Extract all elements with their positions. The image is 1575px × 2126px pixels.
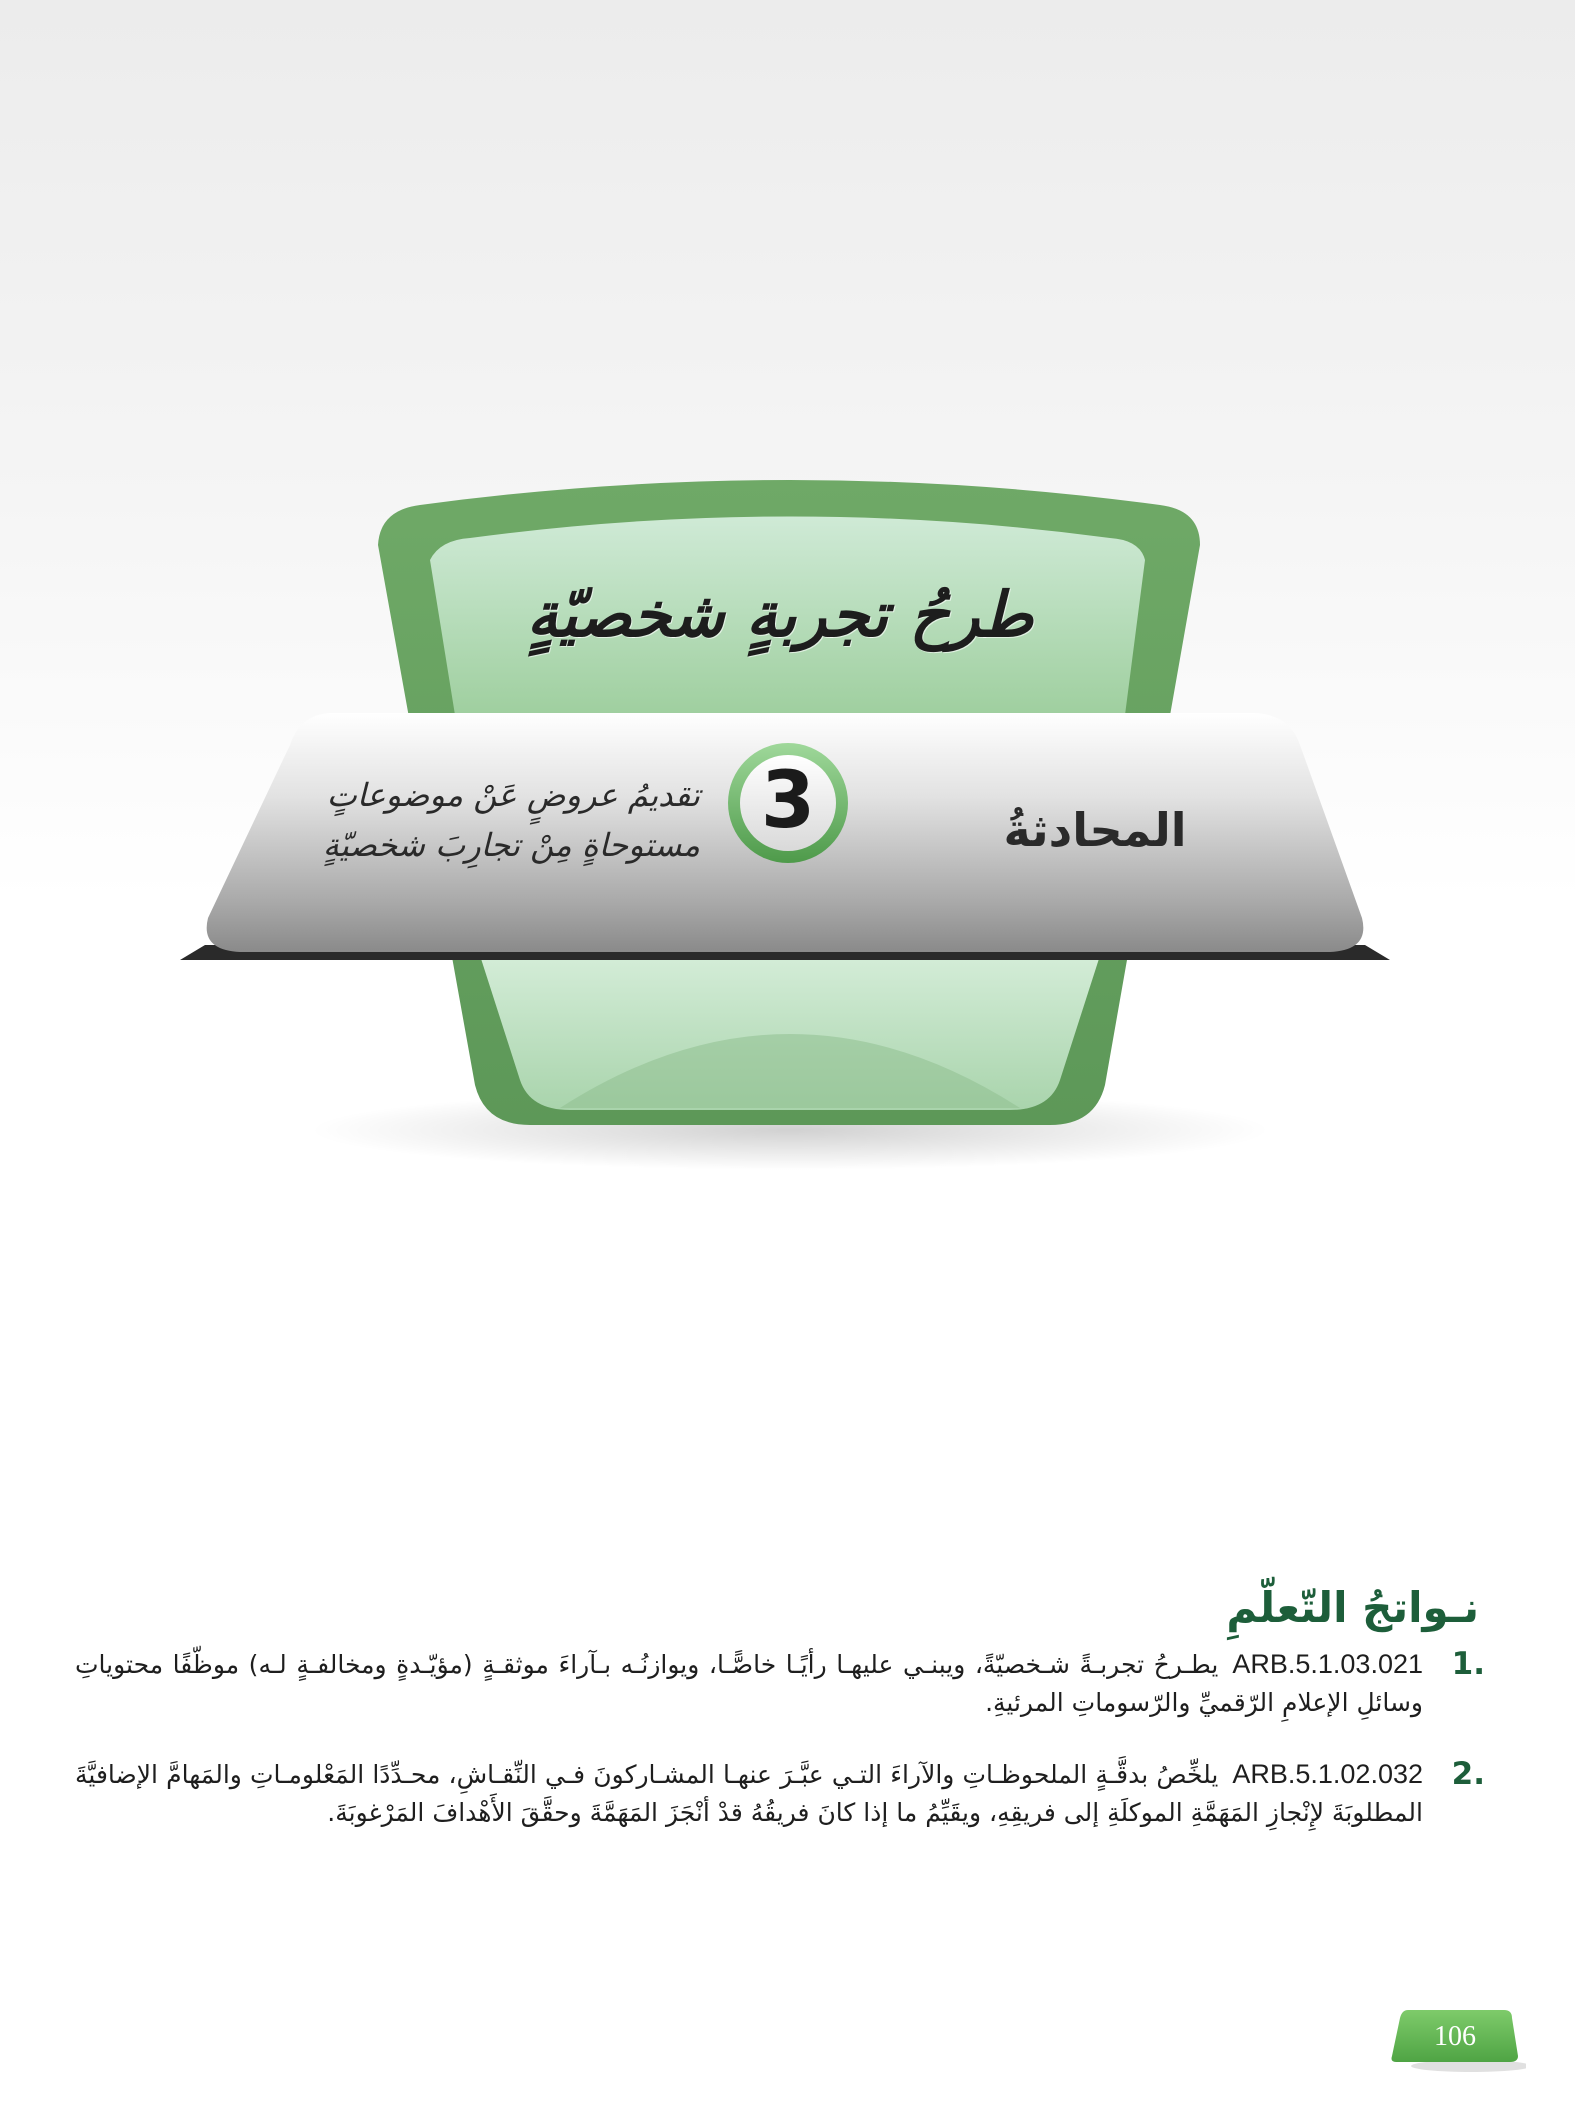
learning-outcome-item (75, 1755, 1485, 1832)
outcome-code: ARB.5.1.03.021 (1232, 1649, 1423, 1679)
outcome-text: يطـرحُ تجربـةً شـخصيّةً، ويبنـي عليهـا رأيًـا خاصًّـا، ويوازنُـه بـآراءَ موثقـةٍ (مؤيّـدةٍ ومخالفـةٍ لـه) موظّفًا محتوياتِ وسائلِ الإعلامِ الرّقميِّ والرّسوماتِ المرئيةِ. (75, 1650, 1423, 1717)
lesson-subtitle-line-2: مستوحاةٍ مِنْ تجارِبَ شخصيّةٍ (322, 826, 700, 864)
outcome-text: يلخِّصُ بدقَّـةٍ الملحوظـاتِ والآراءَ التـي عبَّـرَ عنهـا المشـاركونَ فـي النِّقـاشِ، محـدِّدًا المَعْلومـاتِ والمَهامَّ الإضافيَّةَ المطلوبَةَ لإِنْجازِ المَهَمَّةِ الموكلَةِ إلى فريقِهِ، ويقَيِّمُ ما إذا كانَ فريقُهُ قدْ أنْجَزَ المَهَمَّةَ وحقَّقَ الأَهْدافَ المَرْغوبَةَ. (75, 1760, 1423, 1827)
lesson-number: 3 (760, 756, 816, 846)
page-number: 106 (1434, 2021, 1476, 2052)
unit-label: المحادثةُ (1003, 803, 1187, 857)
outcome-body (75, 1755, 1423, 1832)
lesson-subtitle-line-1: تقديمُ عروضٍ عَنْ موضوعاتٍ (326, 776, 700, 814)
learning-outcome-item (75, 1645, 1485, 1722)
outcome-number: 2. (1451, 1756, 1485, 1792)
lesson-subtitle (250, 770, 700, 880)
learning-outcomes-heading: نـواتجُ التّعلّمِ (1226, 1583, 1479, 1632)
outcome-body (75, 1645, 1423, 1722)
outcome-number: 1. (1451, 1646, 1485, 1682)
outcome-code: ARB.5.1.02.032 (1232, 1759, 1423, 1789)
lesson-title: طرحُ تجربةٍ شخصيّةٍ (526, 578, 1034, 651)
